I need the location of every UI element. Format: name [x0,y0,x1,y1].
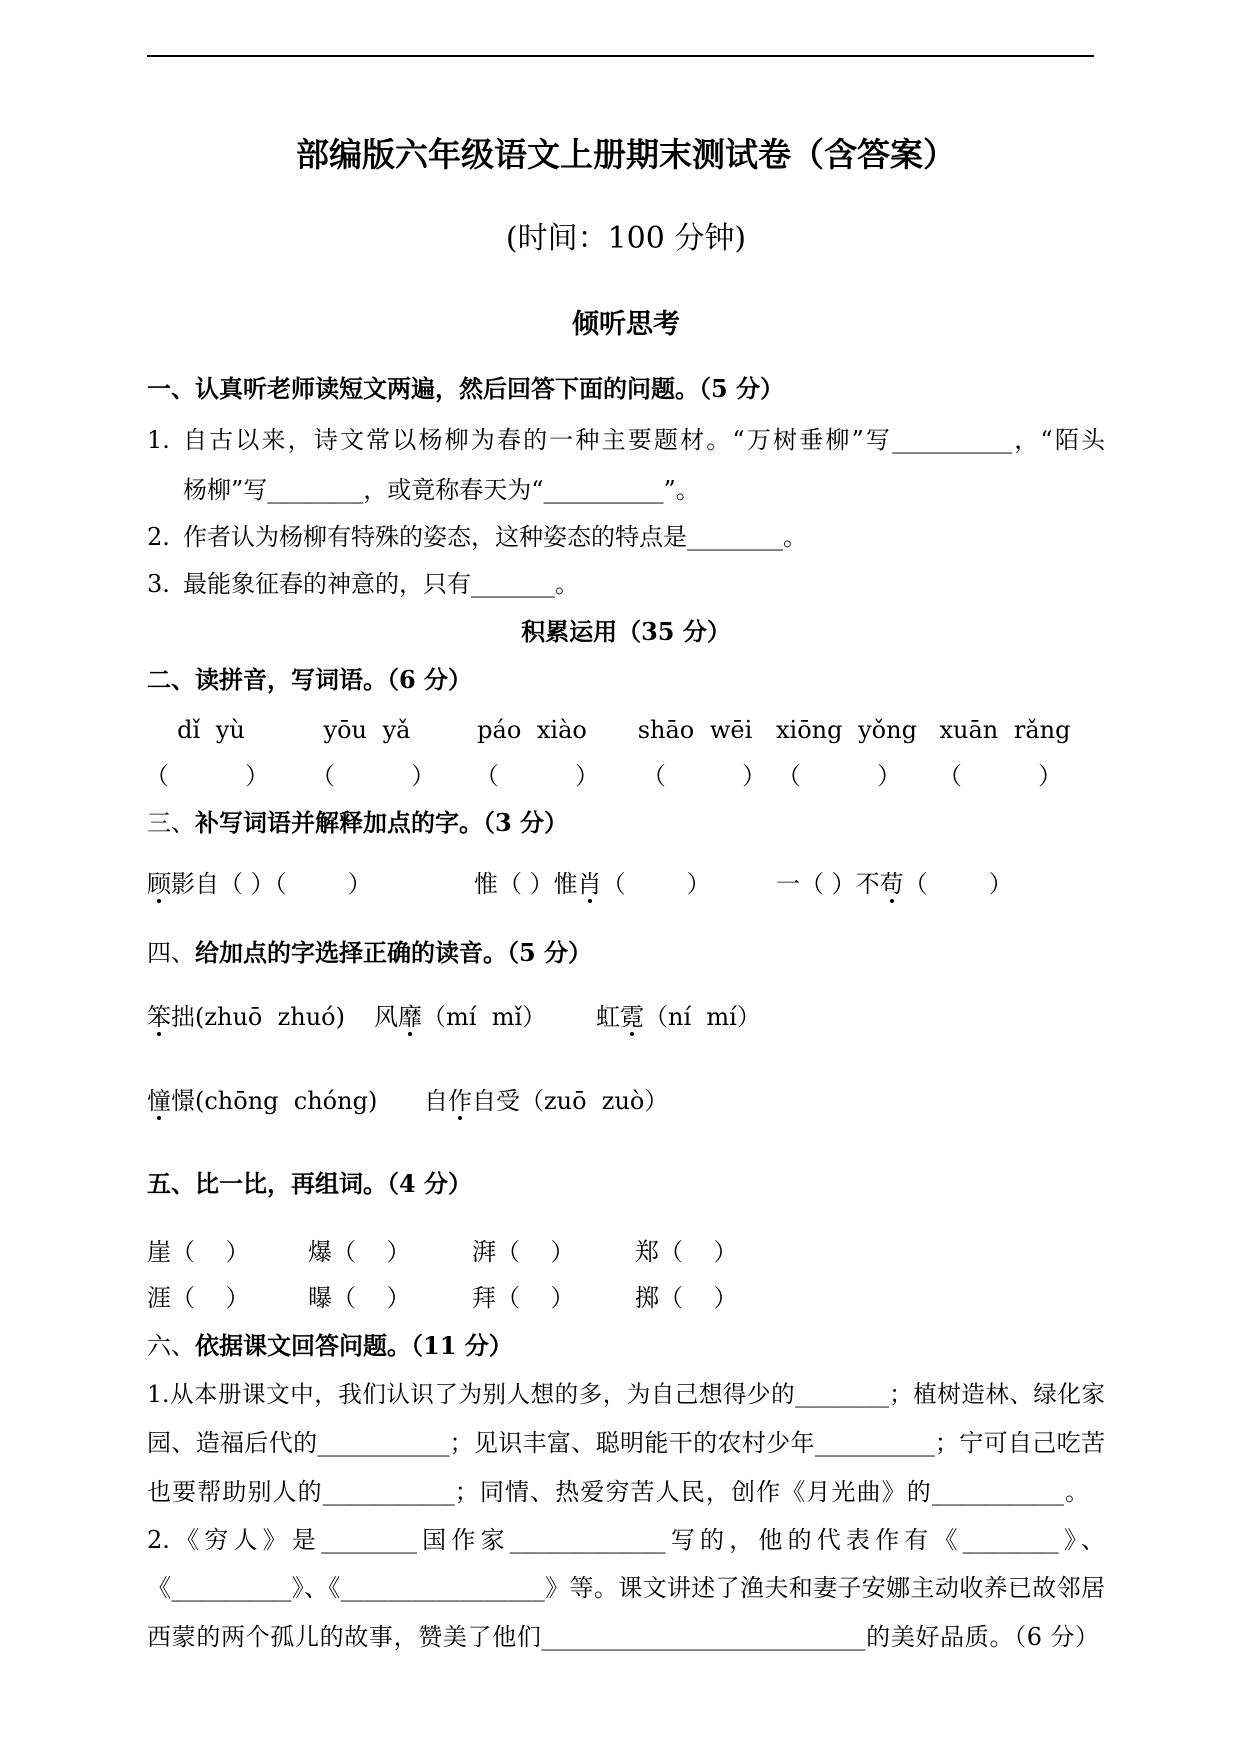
compare-item: 掷（ ） [635,1284,738,1312]
question-heading [147,1164,1105,1204]
compare-item: 爆（ ） [308,1238,411,1266]
answer-blank: （ ） [641,762,767,790]
question-number: 六、 [147,1332,195,1360]
word-rest: （ní mí） [644,1003,761,1031]
answer-blank: （ ） [144,762,270,790]
pronunciation-item [147,1081,377,1121]
question-text: 读拼音，写词语。（6 分） [195,665,473,694]
pinyin-item: xiōng yǒng [776,716,917,744]
q6-item-1-line-1 [0,1374,1241,1414]
question-5-heading [0,1164,1241,1204]
idiom-item [147,864,372,904]
compare-item: 崖（ ） [147,1238,250,1266]
question-text: 依据课文回答问题。（11 分） [195,1331,513,1360]
q6-item-1-line-2 [0,1423,1241,1463]
question-number: 一、 [147,374,195,403]
paragraph-line: 西蒙的两个孤儿的故事，赞美了他们___________________________的美好品质。（6 分） [147,1623,1099,1651]
paragraph-line: 1.从本册课文中，我们认识了为别人想的多，为自己想得少的________；植树造林、绿化家 [147,1380,1105,1408]
pinyin-item: shāo wēi [637,716,753,744]
dotted-char: 苟 [880,864,904,904]
question-1-heading [0,369,1241,409]
paragraph-line: 2.《穷人》是________国作家_____________写的，他的代表作有《________》、 [147,1526,1105,1554]
idiom-start: 惟（ ）惟 [474,870,578,898]
question-heading [147,803,1105,843]
paragraph-line: 也要帮助别人的___________；同情、热爱穷苦人民，创作《月光曲》的___________。 [147,1478,1089,1506]
idiom-rest: （ ） [903,870,1013,898]
word-start: 风 [374,1003,398,1031]
item-number: 3. [147,570,170,598]
compare-item: 涯（ ） [147,1284,250,1312]
word-rest: 拙(zhuō zhuó) [171,1003,345,1031]
dotted-char: 作 [448,1081,472,1121]
idiom-start: 一（ ）不 [776,870,880,898]
q6-item-2-line-3 [0,1617,1241,1657]
title-row [0,133,1241,177]
pinyin-item: yōu yǎ [323,716,411,744]
header-rule [147,55,1094,57]
q1-item-1-line-1 [0,420,1241,460]
question-heading [147,660,1105,700]
pronunciation-row-1 [0,997,1241,1037]
question-number: 二、 [147,665,195,694]
q6-item-2-line-1 [0,1520,1241,1560]
paragraph-line: 《__________》、《_________________》等。课文讲述了渔夫和妻子安娜主动收养已故邻居 [147,1574,1105,1602]
question-number: 五、 [147,1169,195,1198]
subtitle-row [0,217,1241,261]
word-rest: 憬(chōng chóng) [171,1087,378,1115]
answer-blank: （ ） [937,762,1063,790]
dotted-char: 顾 [147,864,171,904]
part-heading-accumulation [0,612,1241,652]
pronunciation-item [374,997,546,1037]
item-text: 杨柳”写________，或竟称春天为“__________”。 [183,476,700,504]
word-start: 自 [424,1087,448,1115]
question-text: 给加点的字选择正确的读音。（5 分） [195,938,593,967]
pronunciation-item [596,997,761,1037]
compare-item: 郑（ ） [635,1238,738,1266]
answer-blank: （ ） [310,762,436,790]
dotted-char: 笨 [147,997,171,1037]
q6-item-1-line-3 [0,1472,1241,1512]
question-3-heading [0,803,1241,843]
compare-row-2 [0,1278,1241,1318]
pinyin-row [0,710,1241,750]
q1-item-3 [0,564,1241,604]
dotted-char: 靡 [398,997,422,1037]
word-rest: 自受（zuō zuò） [472,1087,669,1115]
question-text: 认真听老师读短文两遍，然后回答下面的问题。（5 分） [195,374,785,403]
dotted-char: 憧 [147,1081,171,1121]
item-number: 1. [147,426,170,454]
page-title: 部编版六年级语文上册期末测试卷（含答案） [296,135,956,174]
q1-item-1-line-2 [0,470,1241,510]
idiom-item [776,864,1013,904]
question-4-heading [0,933,1241,973]
pronunciation-item [424,1081,668,1121]
dotted-char: 霓 [620,997,644,1037]
compare-item: 曝（ ） [308,1284,411,1312]
answer-blank: （ ） [474,762,600,790]
part-heading-listening [0,305,1241,345]
q1-item-2 [0,517,1241,557]
compare-item: 湃（ ） [472,1238,575,1266]
idiom-item [474,864,711,904]
question-2-heading [0,660,1241,700]
item-number: 2. [147,523,170,551]
question-text: 补写词语并解释加点的字。（3 分） [195,808,569,837]
pinyin-item: xuān rǎng [939,716,1071,744]
q6-item-2-line-2 [0,1568,1241,1608]
question-heading [147,369,1105,409]
question-heading [147,1326,1105,1366]
compare-row-1 [0,1232,1241,1272]
part-title: 积累运用（35 分） [521,617,731,646]
pinyin-item: dǐ yù [177,716,245,744]
idiom-row [0,864,1241,904]
dotted-char: 肖 [578,864,602,904]
paragraph-line: 园、造福后代的___________；见识丰富、聪明能干的农村少年__________；宁可自己吃苦 [147,1429,1105,1457]
idiom-rest: （ ） [601,870,711,898]
question-heading [147,933,1105,973]
pronunciation-row-2 [0,1081,1241,1121]
word-start: 虹 [596,1003,620,1031]
question-number: 三、 [147,809,195,837]
compare-item: 拜（ ） [472,1284,575,1312]
question-number: 四、 [147,939,195,967]
pronunciation-item [147,997,345,1037]
question-text: 比一比，再组词。（4 分） [195,1169,473,1198]
pinyin-item: páo xiào [477,716,587,744]
item-text: 作者认为杨柳有特殊的姿态，这种姿态的特点是________。 [183,523,807,551]
item-text: 最能象征春的神意的，只有_______。 [183,570,579,598]
exam-time: (时间：100 分钟) [505,221,747,256]
word-rest: （mí mǐ） [422,1003,547,1031]
item-text: 自古以来，诗文常以杨柳为春的一种主要题材。“万树垂柳”写__________，“陌头 [183,426,1105,454]
part-title: 倾听思考 [572,309,680,340]
question-6-heading [0,1326,1241,1366]
answer-blank: （ ） [776,762,902,790]
idiom-rest: 影自（ ）（ ） [171,870,372,898]
answer-blanks-row [0,756,1241,796]
